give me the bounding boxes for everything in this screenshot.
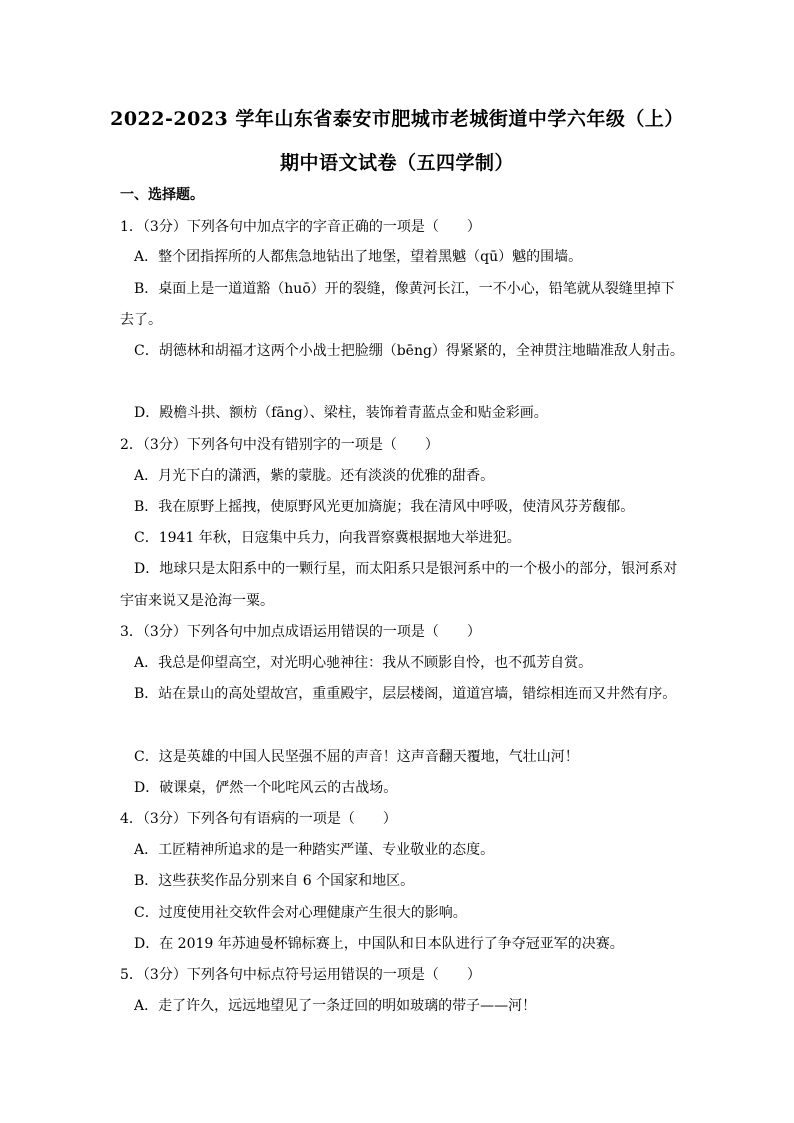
question-2-stem: 2．（3分）下列各句中没有错别字的一项是（ ） <box>120 437 439 453</box>
exam-title-line1: 2022-2023 学年山东省泰安市肥城市老城街道中学六年级（上） <box>110 108 684 130</box>
question-1-option-c: C．胡德林和胡福才这两个小战士把脸绷（bēng）得紧紧的，全神贯注地瞄准敌人射击。 <box>134 343 684 359</box>
question-2-option-a: A．月光下白的潇洒，紫的蒙胧。还有淡淡的优雅的甜香。 <box>134 468 495 484</box>
question-1-option-a: A．整个团指挥所的人都焦急地钻出了地堡，望着黑魆（qū）魆的围墙。 <box>134 249 583 265</box>
exam-title-line2: 期中语文试卷（五四学制） <box>279 152 514 174</box>
question-3-option-b: B．站在景山的高处望故宫，重重殿宇，层层楼阁，道道宫墙，错综相连而又井然有序。 <box>134 686 677 702</box>
section-heading: 一、选择题。 <box>120 187 204 203</box>
question-5-stem: 5．（3分）下列各句中标点符号运用错误的一项是（ ） <box>120 967 481 983</box>
question-4-option-a: A．工匠精神所追求的是一种踏实严谨、专业敬业的态度。 <box>134 842 495 858</box>
question-2-option-b: B．我在原野上摇拽，使原野风光更加旖旎；我在清风中呼吸，使清风芬芳馥郁。 <box>134 499 635 515</box>
question-4-option-b: B．这些获奖作品分别来自 6 个国家和地区。 <box>134 873 415 889</box>
question-2-option-d: D．地球只是太阳系中的一颗行星，而太阳系只是银河系中的一个极小的部分，银河系对 <box>134 561 678 577</box>
question-1-option-b: B．桌面上是一道道豁（huō）开的裂缝，像黄河长江，一不小心，铅笔就从裂缝里掉下 <box>134 281 675 297</box>
question-4-option-d: D．在 2019 年苏迪曼杯锦标赛上，中国队和日本队进行了争夺冠亚军的决赛。 <box>134 936 624 952</box>
question-1-stem: 1．（3分）下列各句中加点字的字音正确的一项是（ ） <box>120 219 481 235</box>
question-4-option-c: C．过度使用社交软件会对心理健康产生很大的影响。 <box>134 905 467 921</box>
question-4-stem: 4．（3分）下列各句有语病的一项是（ ） <box>120 811 397 827</box>
question-2-option-c: C．1941 年秋，日寇集中兵力，向我晋察冀根据地大举进犯。 <box>134 530 521 546</box>
question-1-option-d: D．殿檐斗拱、额枋（fāng）、梁柱，装饰着青蓝点金和贴金彩画。 <box>134 405 548 421</box>
question-5-option-a: A．走了许久，远远地望见了一条迂回的明如玻璃的带子——河！ <box>134 998 537 1014</box>
question-3-option-d: D．破课桌，俨然一个叱咤风云的古战场。 <box>134 780 398 796</box>
question-3-option-a: A．我总是仰望高空，对光明心驰神往：我从不顾影自怜，也不孤芳自赏。 <box>134 655 593 671</box>
question-2-option-d-cont: 宇宙来说又是沧海一粟。 <box>120 593 274 609</box>
question-3-option-c: C．这是英雄的中国人民坚强不屈的声音！这声音翻天覆地，气壮山河！ <box>134 749 579 765</box>
question-3-stem: 3．（3分）下列各句中加点成语运用错误的一项是（ ） <box>120 624 481 640</box>
question-1-option-b-cont: 去了。 <box>120 312 162 328</box>
